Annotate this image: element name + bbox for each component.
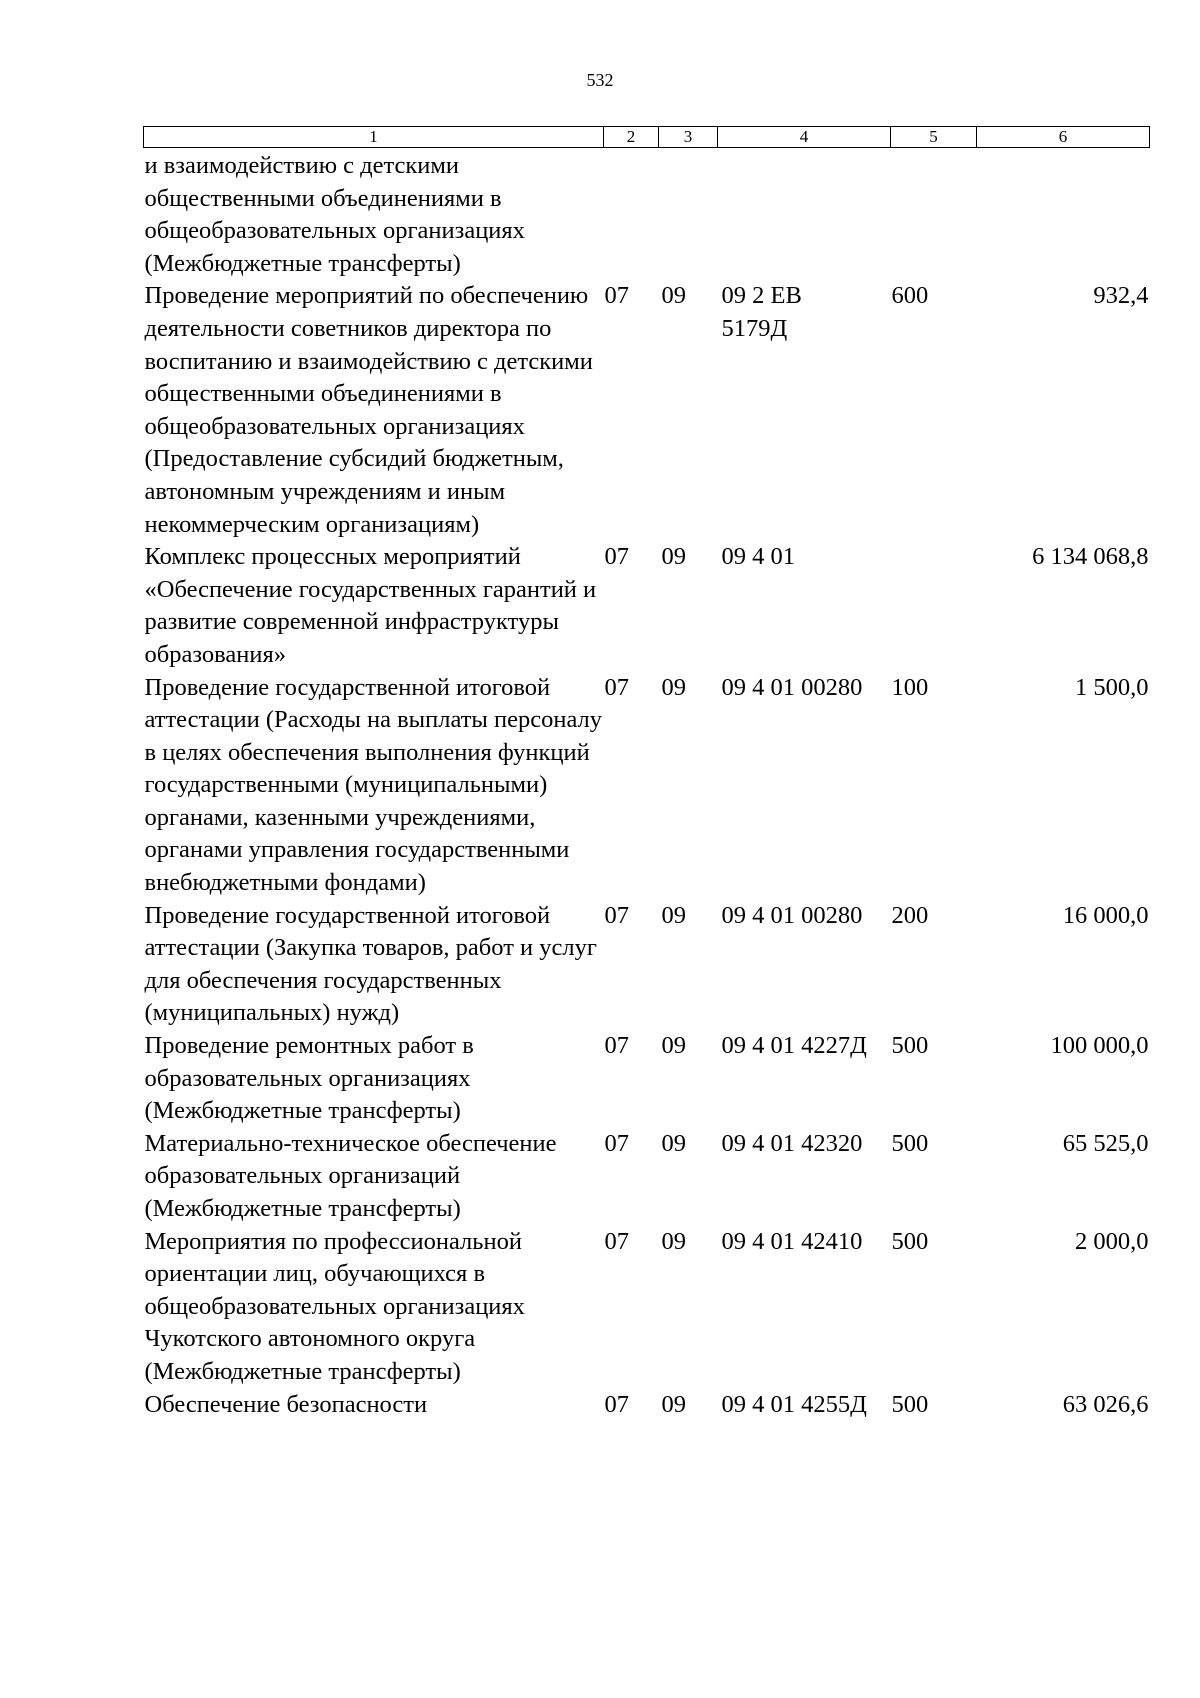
table-row bbox=[144, 1389, 1150, 1422]
row-expense-type: 500 bbox=[891, 1227, 929, 1255]
table-row bbox=[144, 1128, 1150, 1226]
row-amount: 1 500,0 bbox=[1075, 673, 1149, 701]
row-subsection: 09 bbox=[661, 282, 686, 310]
row-amount: 65 525,0 bbox=[1062, 1129, 1149, 1157]
row-name: Обеспечение безопасности bbox=[144, 1390, 428, 1418]
table-row bbox=[144, 541, 1150, 671]
row-target-article bbox=[718, 148, 891, 281]
row-target-article: 09 4 01 4255Д bbox=[721, 1390, 867, 1418]
row-target-article: 09 4 01 bbox=[721, 543, 795, 571]
row-expense-type: 600 bbox=[891, 282, 929, 310]
row-subsection: 09 bbox=[661, 1032, 686, 1060]
row-target-article: 09 4 01 42320 bbox=[721, 1129, 863, 1157]
row-subsection bbox=[659, 148, 718, 281]
header-col-3: 3 bbox=[659, 127, 718, 148]
budget-table bbox=[143, 126, 1150, 1421]
table-row bbox=[144, 1030, 1150, 1128]
row-section bbox=[604, 148, 659, 281]
row-name: Проведение мероприятий по обеспечению деятельности советников директора по воспитанию и взаимодействию с детскими общественными объединениями в общеобразовательных организациях (Предоставление субсидий бюджетным, автономным учреждениям и иным некоммерческим организациям) bbox=[144, 282, 593, 538]
row-section: 07 bbox=[604, 1032, 629, 1060]
row-section: 07 bbox=[604, 543, 629, 571]
row-expense-type: 500 bbox=[891, 1390, 929, 1418]
row-expense-type: 500 bbox=[891, 1032, 929, 1060]
row-target-article: 09 4 01 42410 bbox=[721, 1227, 863, 1255]
header-col-1: 1 bbox=[144, 127, 604, 148]
row-expense-type: 100 bbox=[891, 673, 929, 701]
row-name: Проведение ремонтных работ в образовательных организациях (Межбюджетные трансферты) bbox=[144, 1032, 474, 1125]
row-amount: 932,4 bbox=[1093, 282, 1149, 310]
row-name: Материально-техническое обеспечение образовательных организаций (Межбюджетные трансферты) bbox=[144, 1129, 557, 1222]
row-subsection: 09 bbox=[661, 1390, 686, 1418]
row-amount: 2 000,0 bbox=[1075, 1227, 1149, 1255]
row-expense-type bbox=[891, 148, 977, 281]
row-target-article: 09 4 01 00280 bbox=[721, 673, 863, 701]
header-col-4: 4 bbox=[718, 127, 891, 148]
row-amount: 6 134 068,8 bbox=[1032, 543, 1149, 571]
row-amount: 16 000,0 bbox=[1062, 901, 1149, 929]
row-target-article: 09 4 01 4227Д bbox=[721, 1032, 867, 1060]
row-section: 07 bbox=[604, 1129, 629, 1157]
page-number: 532 bbox=[586, 70, 614, 90]
row-name: Комплекс процессных мероприятий «Обеспечение государственных гарантий и развитие современной инфраструктуры образования» bbox=[144, 543, 597, 668]
table-header bbox=[144, 127, 1150, 148]
row-name: Проведение государственной итоговой аттестации (Закупка товаров, работ и услуг для обеспечения государственных (муниципальных) нужд) bbox=[144, 901, 597, 1027]
row-target-article: 09 4 01 00280 bbox=[721, 901, 863, 929]
row-name: Мероприятия по профессиональной ориентации лиц, обучающихся в общеобразовательных организациях Чукотского автономного округа (Межбюджетные трансферты) bbox=[144, 1227, 525, 1385]
row-amount: 100 000,0 bbox=[1050, 1032, 1149, 1060]
row-section: 07 bbox=[604, 901, 629, 929]
table-row bbox=[144, 900, 1150, 1030]
header-row bbox=[144, 127, 1150, 148]
table-body bbox=[144, 148, 1150, 1422]
table-row bbox=[144, 672, 1150, 900]
row-target-article: 09 2 ЕВ 5179Д bbox=[721, 282, 808, 342]
row-subsection: 09 bbox=[661, 543, 686, 571]
header-col-5: 5 bbox=[891, 127, 977, 148]
table-row bbox=[144, 1226, 1150, 1389]
table-row bbox=[144, 280, 1150, 541]
row-amount: 63 026,6 bbox=[1062, 1390, 1149, 1418]
row-subsection: 09 bbox=[661, 673, 686, 701]
header-col-6: 6 bbox=[977, 127, 1150, 148]
row-subsection: 09 bbox=[661, 901, 686, 929]
row-section: 07 bbox=[604, 282, 629, 310]
row-subsection: 09 bbox=[661, 1129, 686, 1157]
row-section: 07 bbox=[604, 673, 629, 701]
header-col-2: 2 bbox=[604, 127, 659, 148]
row-expense-type: 200 bbox=[891, 901, 929, 929]
row-expense-type: 500 bbox=[891, 1129, 929, 1157]
table-row bbox=[144, 148, 1150, 281]
row-amount bbox=[977, 148, 1150, 281]
row-section: 07 bbox=[604, 1390, 629, 1418]
row-name: и взаимодействию с детскими общественными объединениями в общеобразовательных организациях (Межбюджетные трансферты) bbox=[144, 152, 525, 277]
row-name: Проведение государственной итоговой аттестации (Расходы на выплаты персоналу в целях обеспечения выполнения функций государственными (муниципальными) органами, казенными учреждениями, органами управления государственными внебюджетными фондами) bbox=[144, 673, 603, 897]
row-expense-type bbox=[891, 541, 977, 671]
row-section: 07 bbox=[604, 1227, 629, 1255]
row-subsection: 09 bbox=[661, 1227, 686, 1255]
